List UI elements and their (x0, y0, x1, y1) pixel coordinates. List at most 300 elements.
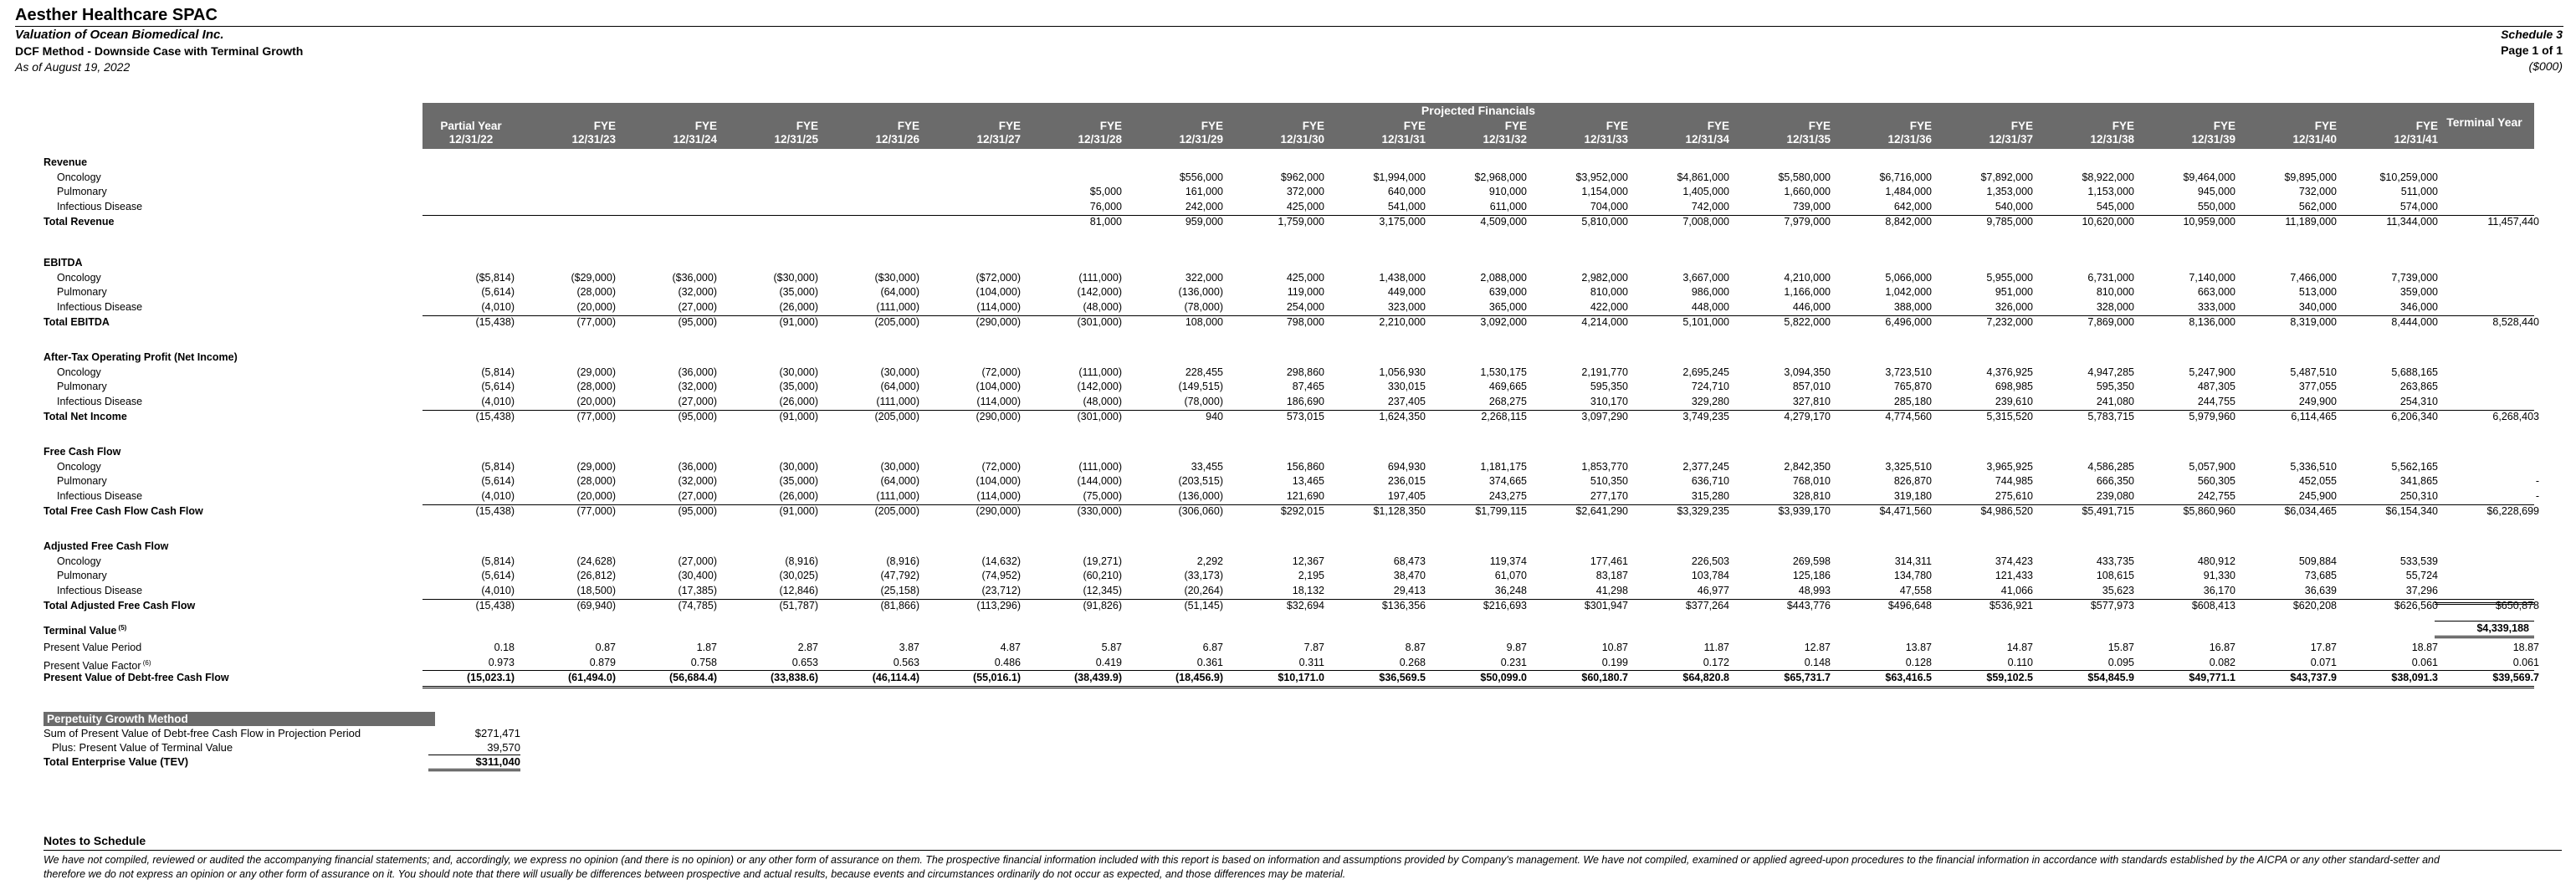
value-cell: (19,271) (1083, 555, 1122, 567)
value-cell: 17.87 (2310, 642, 2337, 653)
value-cell: (72,000) (981, 460, 1021, 473)
value-cell (520, 185, 621, 199)
column-headers (423, 120, 2443, 146)
value-cell: 186,690 (1286, 396, 1324, 408)
value-cell: 732,000 (2298, 186, 2337, 198)
pgm-row-pv-terminal (44, 740, 520, 755)
value-cell: 15.87 (2107, 642, 2134, 653)
value-cell (520, 171, 621, 185)
value-cell: 2,292 (1196, 555, 1223, 567)
value-cell: 12,367 (1292, 555, 1324, 567)
value-cell (924, 215, 1026, 229)
value-cell: 249,900 (2298, 396, 2337, 408)
value-cell: 2,842,350 (1784, 460, 1831, 473)
row-label: Total Adjusted Free Cash Flow (44, 599, 196, 611)
value-cell: 510,350 (1590, 475, 1628, 488)
value-cell: (51,787) (779, 599, 818, 611)
perpetuity-title: Perpetuity Growth Method (44, 712, 435, 726)
column-header: FYE 12/31/23 (571, 120, 616, 146)
value-cell: $536,921 (1989, 599, 2033, 611)
value-cell: 768,010 (1792, 475, 1831, 488)
value-cell: 61,070 (1494, 570, 1527, 582)
value-cell: 239,080 (2096, 490, 2134, 503)
value-cell: 10,959,000 (2183, 215, 2235, 228)
value-row (423, 671, 2544, 685)
value-cell: 3,965,925 (1986, 460, 2033, 473)
value-cell: 242,000 (1185, 201, 1223, 213)
value-cell (823, 215, 924, 229)
value-cell: (48,000) (1083, 396, 1122, 408)
value-cell (2443, 395, 2544, 409)
value-cell: 328,000 (2096, 301, 2134, 314)
value-cell: $4,986,520 (1980, 504, 2033, 517)
row-label: EBITDA (44, 257, 83, 269)
value-cell: 5,979,960 (2189, 410, 2235, 422)
value-cell (423, 215, 520, 229)
value-cell: 48,993 (1798, 585, 1831, 597)
value-cell: (20,000) (576, 490, 616, 503)
value-cell: 326,000 (1995, 301, 2033, 314)
value-cell: (330,000) (1077, 504, 1122, 517)
value-cell: 560,305 (2197, 475, 2235, 488)
value-row (423, 599, 2544, 613)
value-cell: 83,187 (1595, 570, 1628, 582)
value-cell: 119,000 (1287, 286, 1324, 299)
value-cell: 694,930 (1387, 460, 1426, 473)
header-rule (15, 26, 2563, 27)
value-cell: (111,000) (876, 490, 919, 503)
value-cell: 3,325,510 (1885, 460, 1932, 473)
value-cell (722, 215, 823, 229)
row-label: Adjusted Free Cash Flow (44, 540, 169, 552)
value-cell (2443, 171, 2544, 185)
value-cell: $377,264 (1685, 599, 1729, 611)
value-cell: 5,688,165 (2391, 366, 2438, 378)
column-header: FYE 12/31/33 (1584, 120, 1628, 146)
value-cell: (91,826) (1083, 599, 1122, 611)
value-cell: (18,500) (576, 585, 616, 597)
value-cell: (32,000) (678, 475, 717, 488)
value-cell: $49,771.1 (2189, 672, 2235, 683)
value-cell: 242,755 (2197, 490, 2235, 503)
value-cell: 448,000 (1691, 301, 1729, 314)
value-cell: ($36,000) (672, 271, 717, 284)
value-cell: (104,000) (976, 381, 1021, 393)
value-cell: (306,060) (1178, 504, 1223, 517)
value-cell: 639,000 (1488, 286, 1527, 299)
notes-line-1: We have not compiled, reviewed or audited the accompanying financial statements; and, accordingly, we express no opinion (and there is no opinion) or any other form of assurance on them. The prospective financial information included with this report is based on information and assumptions provided by Company's management. We have not compiled, examined or applied agreed-upon procedures to the financial information in accordance with standards established by the AICPA or any other standard-setter and (44, 854, 2440, 866)
value-cell: $6,154,340 (2385, 504, 2438, 517)
value-row (423, 366, 2544, 380)
row-label: Pulmonary (57, 286, 107, 299)
value-cell: 0.199 (1601, 657, 1628, 668)
value-cell: 1,759,000 (1278, 215, 1324, 228)
value-cell: 263,865 (2399, 381, 2438, 393)
value-cell: 3.87 (899, 642, 919, 653)
value-cell: (142,000) (1077, 286, 1122, 299)
value-cell: 0.148 (1804, 657, 1831, 668)
value-cell: (33,838.6) (771, 672, 818, 683)
value-cell: (290,000) (976, 504, 1021, 517)
value-cell: 826,870 (1893, 475, 1932, 488)
column-header: FYE 12/31/25 (774, 120, 818, 146)
row-label: Present Value Factor $^{(6)}$ (44, 659, 151, 673)
value-cell (423, 200, 520, 214)
row-label: Total EBITDA (44, 315, 110, 328)
value-cell: 2,210,000 (1379, 315, 1426, 328)
value-cell: 0.311 (1298, 657, 1324, 668)
value-cell: 328,810 (1792, 490, 1831, 503)
value-cell: 125,186 (1792, 570, 1831, 582)
value-cell: (27,000) (678, 490, 717, 503)
value-cell: 1,438,000 (1379, 271, 1426, 284)
value-cell: 487,305 (2197, 381, 2235, 393)
row-label: Pulmonary (57, 475, 107, 488)
value-cell: 0.758 (690, 657, 717, 668)
pgm-value: 39,570 (428, 740, 520, 755)
value-cell: (77,000) (576, 410, 616, 422)
value-cell: 8,136,000 (2189, 315, 2235, 328)
value-cell: 13.87 (1905, 642, 1932, 653)
column-header: FYE 12/31/31 (1381, 120, 1426, 146)
value-cell: 433,735 (2096, 555, 2134, 567)
value-cell: 10.87 (1601, 642, 1628, 653)
value-cell: 480,912 (2197, 555, 2235, 567)
value-cell: (15,023.1) (467, 672, 515, 683)
value-cell: 3,667,000 (1682, 271, 1729, 284)
value-cell (2443, 366, 2544, 380)
value-cell: (111,000) (1078, 366, 1122, 378)
value-cell: 16.87 (2209, 642, 2235, 653)
row-label: Oncology (57, 555, 101, 567)
value-cell: 323,000 (1387, 301, 1426, 314)
value-cell: (48,000) (1083, 301, 1122, 314)
notes-line-2: therefore we do not express an opinion or any other form of assurance on it. You should note that there will usually be differences between prospective and actual results, because events and circumstances ordinarily do not occur as expected, and those differences may be material. (44, 868, 1346, 880)
value-cell: (75,000) (1083, 490, 1122, 503)
value-cell: 5,810,000 (1581, 215, 1628, 228)
value-cell: (12,345) (1083, 585, 1122, 597)
value-cell: 1,405,000 (1682, 186, 1729, 198)
value-cell: 7,979,000 (1784, 215, 1831, 228)
value-cell: (91,000) (779, 315, 818, 328)
value-cell: $64,820.8 (1682, 672, 1729, 683)
value-cell: (35,000) (779, 286, 818, 299)
value-cell: (113,296) (976, 599, 1021, 611)
value-cell: 327,810 (1792, 396, 1831, 408)
row-label: Pulmonary (57, 381, 107, 393)
value-cell: (38,439.9) (1074, 672, 1122, 683)
row-label: Infectious Disease (57, 396, 143, 408)
value-cell: 365,000 (1488, 301, 1527, 314)
value-cell: 541,000 (1387, 201, 1426, 213)
value-cell: 73,685 (2304, 570, 2337, 582)
value-cell: 533,539 (2399, 555, 2438, 567)
value-cell: $5,000 (1089, 186, 1122, 198)
value-cell: 36,639 (2304, 585, 2337, 597)
value-cell: 108,000 (1185, 315, 1223, 328)
value-cell: (32,000) (678, 286, 717, 299)
pgm-value: $271,471 (474, 727, 520, 739)
value-cell: 10,620,000 (2082, 215, 2134, 228)
value-cell: $6,228,699 (2486, 504, 2539, 517)
value-cell: $6,034,465 (2284, 504, 2337, 517)
value-cell: 810,000 (1590, 286, 1628, 299)
value-cell: 1,624,350 (1379, 410, 1426, 422)
value-cell: $4,861,000 (1677, 171, 1729, 183)
value-cell: 5,562,165 (2391, 460, 2438, 473)
value-cell: 7,739,000 (2391, 271, 2438, 284)
value-cell: 87,465 (1292, 381, 1324, 393)
projected-financials-header (423, 103, 2534, 119)
value-cell: (35,000) (779, 475, 818, 488)
value-cell: (26,000) (779, 396, 818, 408)
value-cell: 573,015 (1286, 410, 1324, 422)
footnote-marker: (6) (141, 659, 151, 667)
value-cell: $38,091.3 (2391, 672, 2438, 683)
value-cell: 452,055 (2298, 475, 2337, 488)
value-cell: 4,586,285 (2087, 460, 2134, 473)
value-cell: (8,916) (886, 555, 919, 567)
value-cell: 3,723,510 (1885, 366, 1932, 378)
value-cell: 156,860 (1286, 460, 1324, 473)
value-cell: 636,710 (1691, 475, 1729, 488)
value-cell: 550,000 (2197, 201, 2235, 213)
value-cell: 7,232,000 (1986, 315, 2033, 328)
value-cell: 322,000 (1185, 271, 1223, 284)
value-cell: (78,000) (1184, 396, 1223, 408)
value-cell: $3,939,170 (1778, 504, 1831, 517)
value-cell: 374,423 (1995, 555, 2033, 567)
value-cell: 277,170 (1590, 490, 1628, 503)
schedule-info (2501, 27, 2563, 74)
column-header: FYE 12/31/28 (1078, 120, 1122, 146)
value-row (423, 410, 2544, 424)
value-cell: 5,783,715 (2087, 410, 2134, 422)
value-cell: $59,102.5 (1986, 672, 2033, 683)
value-cell: 8.87 (1405, 642, 1426, 653)
value-cell: (26,000) (779, 301, 818, 314)
value-cell: 8,842,000 (1885, 215, 1932, 228)
value-cell: 2,695,245 (1682, 366, 1729, 378)
column-header: FYE 12/31/34 (1685, 120, 1729, 146)
value-cell: 0.095 (2107, 657, 2134, 668)
notes-section (44, 833, 2562, 882)
value-cell: 5.87 (1101, 642, 1122, 653)
value-cell: 7,466,000 (2290, 271, 2337, 284)
value-cell: (30,000) (779, 460, 818, 473)
row-label: Infectious Disease (57, 490, 143, 503)
value-cell: (15,438) (475, 410, 515, 422)
value-cell: (30,400) (678, 570, 717, 582)
value-cell: 666,350 (2096, 475, 2134, 488)
value-cell: 798,000 (1286, 315, 1324, 328)
value-cell (2443, 200, 2544, 214)
value-cell: ($72,000) (976, 271, 1021, 284)
column-header: FYE 12/31/38 (2090, 120, 2134, 146)
value-cell (2443, 555, 2544, 569)
column-header: FYE 12/31/24 (673, 120, 717, 146)
value-cell: 4,947,285 (2087, 366, 2134, 378)
value-cell: (24,628) (576, 555, 616, 567)
value-cell (2443, 300, 2544, 315)
value-cell: 228,455 (1185, 366, 1223, 378)
value-cell: 1,153,000 (2087, 186, 2134, 198)
value-cell: 1,042,000 (1885, 286, 1932, 299)
value-cell: (36,000) (678, 366, 717, 378)
value-cell: 11.87 (1703, 642, 1729, 653)
value-cell: ($30,000) (874, 271, 919, 284)
value-cell: (46,114.4) (872, 672, 919, 683)
value-cell: 18,132 (1292, 585, 1324, 597)
row-label: Oncology (57, 271, 101, 284)
value-cell: 197,405 (1387, 490, 1426, 503)
value-cell: 540,000 (1995, 201, 2033, 213)
value-cell: 1,660,000 (1784, 186, 1831, 198)
value-cell: (104,000) (976, 286, 1021, 299)
value-cell: (149,515) (1178, 381, 1223, 393)
value-row (423, 569, 2544, 583)
value-row (423, 555, 2544, 569)
value-cell: (20,000) (576, 396, 616, 408)
value-cell: 0.231 (1500, 657, 1527, 668)
value-cell: 6.87 (1202, 642, 1223, 653)
column-header: FYE 12/31/36 (1887, 120, 1932, 146)
pgm-value: $311,040 (428, 755, 520, 771)
value-cell: 275,610 (1995, 490, 2033, 503)
value-cell: 3,097,290 (1581, 410, 1628, 422)
value-cell: (28,000) (576, 286, 616, 299)
value-cell (924, 171, 1026, 185)
value-row (423, 656, 2544, 670)
value-cell: (25,158) (880, 585, 919, 597)
value-cell: 2,191,770 (1581, 366, 1628, 378)
value-row (423, 504, 2544, 519)
value-cell: 161,000 (1185, 186, 1223, 198)
value-row (423, 460, 2544, 474)
value-cell: 254,310 (2399, 396, 2438, 408)
value-cell: (60,210) (1083, 570, 1122, 582)
value-cell: 134,780 (1893, 570, 1932, 582)
value-cell: (56,684.4) (669, 672, 717, 683)
report-header (15, 5, 218, 25)
value-cell: 237,405 (1387, 396, 1426, 408)
value-cell: 7,869,000 (2087, 315, 2134, 328)
value-cell: 243,275 (1488, 490, 1527, 503)
value-cell: (114,000) (976, 490, 1021, 503)
row-label: Pulmonary (57, 570, 107, 582)
value-cell: 595,350 (2096, 381, 2134, 393)
value-cell: 910,000 (1488, 186, 1527, 198)
value-cell: $5,580,000 (1778, 171, 1831, 183)
value-cell (2443, 380, 2544, 394)
value-cell: 1,853,770 (1581, 460, 1628, 473)
value-cell: (27,000) (678, 396, 717, 408)
double-rule (423, 686, 2534, 688)
value-cell: (27,000) (678, 555, 717, 567)
row-label: Infectious Disease (57, 201, 143, 213)
value-cell: 5,101,000 (1682, 315, 1729, 328)
value-cell: $60,180.7 (1581, 672, 1628, 683)
terminal-year-header (2435, 103, 2534, 149)
value-cell: 1.87 (696, 642, 717, 653)
value-cell: 595,350 (1590, 381, 1628, 393)
value-cell (423, 171, 520, 185)
value-cell: $962,000 (1280, 171, 1324, 183)
value-cell: 269,598 (1792, 555, 1831, 567)
pgm-row-sum-pv (44, 726, 520, 740)
report-subtitles (15, 27, 303, 75)
column-header: FYE 12/31/30 (1280, 120, 1324, 146)
value-cell: $54,845.9 (2087, 672, 2134, 683)
value-row (423, 474, 2544, 489)
value-row (423, 380, 2544, 394)
value-cell: - (2535, 490, 2539, 503)
value-cell: 810,000 (2096, 286, 2134, 299)
value-cell: 425,000 (1286, 201, 1324, 213)
value-cell: 119,374 (1489, 555, 1527, 567)
value-cell: (33,173) (1184, 570, 1223, 582)
value-cell: (5,614) (481, 570, 515, 582)
value-cell: - (2535, 475, 2539, 488)
value-cell: (104,000) (976, 475, 1021, 488)
value-cell: 0.879 (589, 657, 616, 668)
value-cell: $10,171.0 (1278, 672, 1324, 683)
value-cell: 0.128 (1905, 657, 1932, 668)
value-cell: (74,952) (981, 570, 1021, 582)
column-header: FYE 12/31/32 (1483, 120, 1527, 146)
value-cell: 4,774,560 (1885, 410, 1932, 422)
value-cell: 33,455 (1191, 460, 1223, 473)
value-cell: 1,056,930 (1379, 366, 1426, 378)
value-cell: 236,015 (1387, 475, 1426, 488)
value-cell: 940 (1206, 410, 1223, 422)
value-cell: 5,066,000 (1885, 271, 1932, 284)
value-cell: (5,814) (481, 366, 515, 378)
valuation-title: Valuation of Ocean Biomedical Inc. (15, 28, 224, 42)
value-cell (2443, 185, 2544, 199)
value-cell: (205,000) (874, 504, 919, 517)
row-label: Present Value of Debt-free Cash Flow (44, 672, 229, 683)
value-cell: 0.653 (791, 657, 818, 668)
value-cell: 315,280 (1691, 490, 1729, 503)
value-cell: 8,528,440 (2492, 315, 2539, 328)
value-cell (924, 200, 1026, 214)
row-label: Free Cash Flow (44, 446, 121, 458)
value-cell: 9,785,000 (1986, 215, 2033, 228)
value-cell: 5,955,000 (1986, 271, 2033, 284)
value-cell: $36,569.5 (1379, 672, 1426, 683)
value-cell: ($29,000) (571, 271, 616, 284)
value-cell: 509,884 (2298, 555, 2337, 567)
value-cell: (26,000) (779, 490, 818, 503)
value-cell: 642,000 (1893, 201, 1932, 213)
value-cell: 574,000 (2399, 201, 2438, 213)
value-cell: (29,000) (576, 460, 616, 473)
value-cell: 4.87 (1000, 642, 1021, 653)
perpetuity-growth-panel (44, 712, 520, 769)
value-cell: (95,000) (678, 315, 717, 328)
value-cell: 374,665 (1488, 475, 1527, 488)
column-header: FYE 12/31/37 (1989, 120, 2033, 146)
value-cell (2443, 285, 2544, 299)
value-cell: 704,000 (1590, 201, 1628, 213)
row-label: After-Tax Operating Profit (Net Income) (44, 351, 238, 363)
value-cell: (205,000) (874, 410, 919, 422)
value-cell: $32,694 (1286, 599, 1324, 611)
value-cell: (35,000) (779, 381, 818, 393)
value-cell: 333,000 (2197, 301, 2235, 314)
value-cell: (4,010) (481, 396, 515, 408)
